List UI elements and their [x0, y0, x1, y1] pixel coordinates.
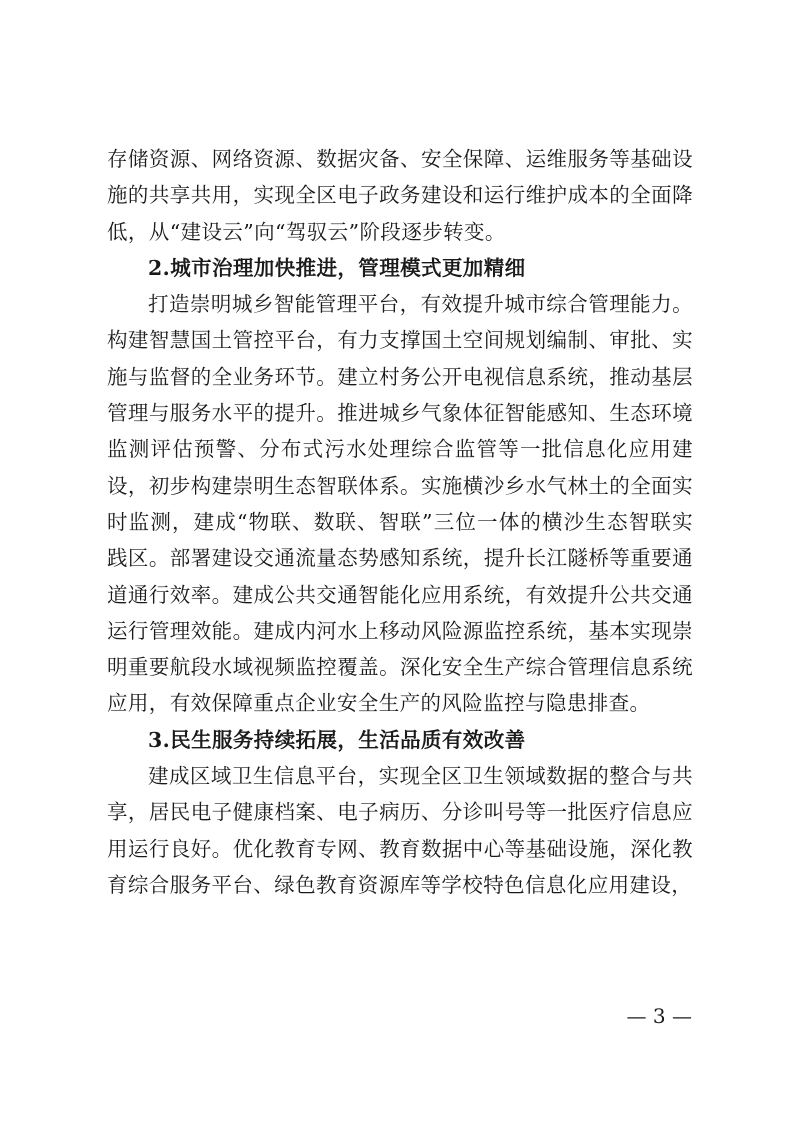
paragraph-urban-governance: 打造崇明城乡智能管理平台，有效提升城市综合管理能力。构建智慧国土管控平台，有力支撑国土空间规划编制、审批、实施与监督的全业务环节。建立村务公开电视信息系统，推动基层管理与服务水平的提升。推进城乡气象体征智能感知、生态环境监测评估预警、分布式污水处理综合监管等一批信息化应用建设，初步构建崇明生态智联体系。实施横沙乡水气林土的全面实时监测，建成“物联、数联、智联”三位一体的横沙生态智联实践区。部署建设交通流量态势感知系统，提升长江隧桥等重要通道通行效率。建成公共交通智能化应用系统，有效提升公共交通运行管理效能。建成内河水上移动风险源监控系统，基本实现崇明重要航段水域视频监控覆盖。深化安全生产综合管理信息系统应用，有效保障重点企业安全生产的风险监控与隐患排查。 [107, 292, 693, 716]
paragraph-public-services: 建成区域卫生信息平台，实现全区卫生领域数据的整合与共享，居民电子健康档案、电子病历、分诊叫号等一批医疗信息应用运行良好。优化教育专网、教育数据中心等基础设施，深化教育综合服务平台、绿色教育资源库等学校特色信息化应用建设， [107, 764, 693, 897]
page-body [107, 141, 693, 903]
section-heading-public-services: 3.民生服务持续拓展，生活品质有效改善 [148, 727, 526, 752]
paragraph-continued: 存储资源、网络资源、数据灾备、安全保障、运维服务等基础设施的共享共用，实现全区电子政务建设和运行维护成本的全面降低，从“建设云”向“驾驭云”阶段逐步转变。 [107, 147, 693, 244]
section-heading-urban-governance: 2.城市治理加快推进，管理模式更加精细 [148, 255, 526, 280]
page-number: — 3 — [626, 1004, 692, 1028]
